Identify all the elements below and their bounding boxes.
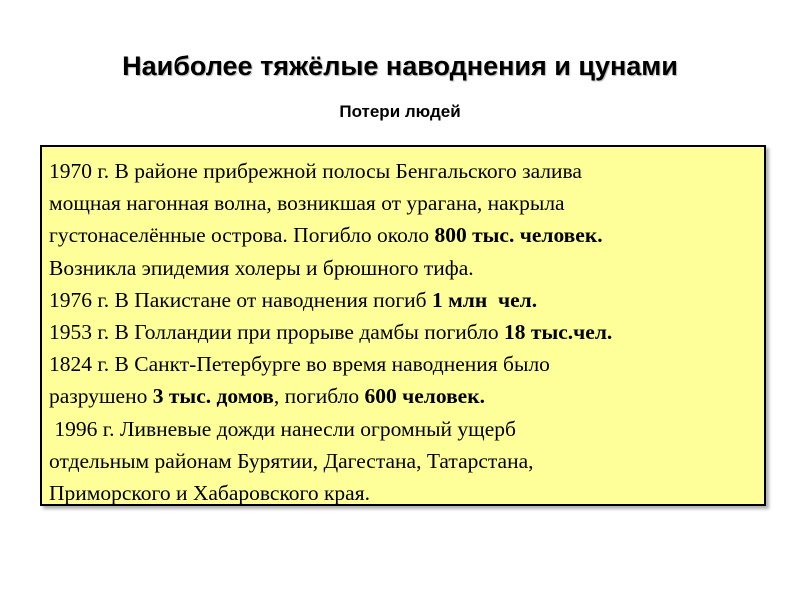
text-segment: Приморского и Хабаровского края. xyxy=(49,481,370,506)
text-segment: разрушено xyxy=(49,384,153,409)
text-segment: 1970 г. В районе прибрежной полосы Бенгальского залива xyxy=(49,159,582,183)
text-segment: отдельным районам Бурятии, Дагестана, Татарстана, xyxy=(49,448,534,473)
text-segment: Возникла эпидемия холеры и брюшного тифа. xyxy=(49,255,474,280)
bold-figure: 1 млн чел. xyxy=(432,287,538,312)
text-line xyxy=(49,284,756,316)
text-line xyxy=(49,380,756,412)
text-line xyxy=(49,477,756,509)
subtitle: Потери людей xyxy=(339,102,461,121)
bold-figure: 3 тыс. домов xyxy=(152,384,274,409)
text-line xyxy=(49,348,756,380)
text-segment: 1996 г. Ливневые дожди нанесли огромный ущерб xyxy=(49,416,516,441)
bold-figure: 18 тыс.чел. xyxy=(504,320,613,345)
text-segment: мощная нагонная волна, возникшая от урагана, накрыла xyxy=(49,191,565,216)
text-line xyxy=(49,155,756,187)
text-segment: 1953 г. В Голландии при прорыве дамбы погибло xyxy=(49,320,505,345)
text-line xyxy=(49,187,756,219)
text-segment: 1976 г. В Пакистане от наводнения погиб xyxy=(49,287,433,312)
text-segment: 1824 г. В Санкт-Петербурге во время наводнения было xyxy=(49,352,550,377)
page-title: Наиболее тяжёлые наводнения и цунами xyxy=(122,51,678,81)
text-line xyxy=(49,445,756,477)
text-line xyxy=(49,252,756,284)
text-segment: густонаселённые острова. Погибло около xyxy=(49,223,435,248)
text-line xyxy=(49,413,756,445)
text-line xyxy=(49,219,756,251)
text-line xyxy=(49,316,756,348)
info-box xyxy=(40,145,766,506)
text-segment: , погибло xyxy=(273,384,365,409)
bold-figure: 800 тыс. человек. xyxy=(434,223,603,248)
bold-figure: 600 человек. xyxy=(364,384,485,409)
